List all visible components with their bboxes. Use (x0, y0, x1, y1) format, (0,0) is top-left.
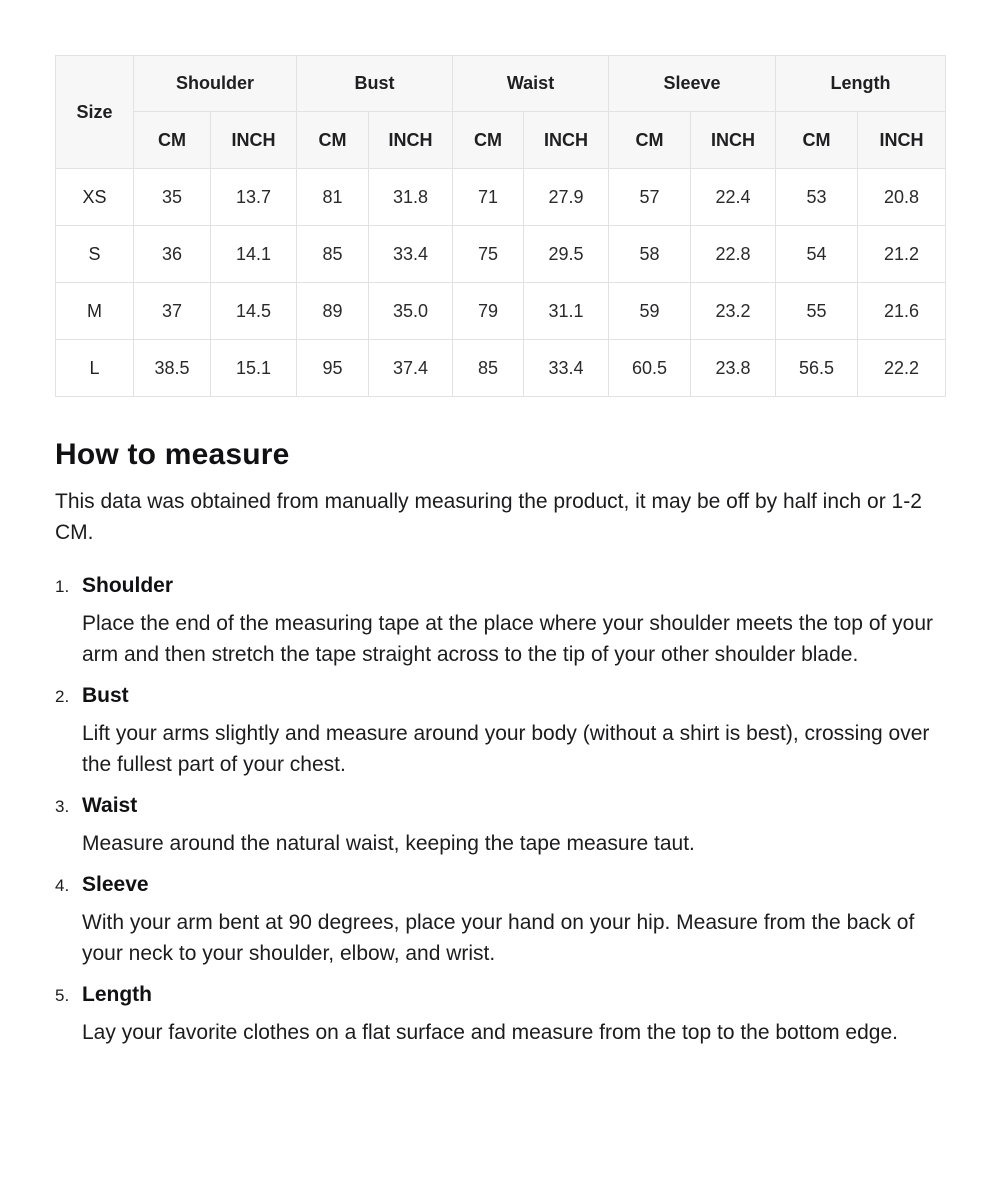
unit-header-cm: CM (134, 112, 211, 169)
value-cell: 56.5 (776, 340, 858, 397)
value-cell: 37 (134, 283, 211, 340)
value-cell: 31.8 (369, 169, 453, 226)
table-row-m (56, 283, 946, 340)
value-cell: 71 (453, 169, 524, 226)
bust-group-header: Bust (297, 56, 453, 112)
value-cell: 21.2 (858, 226, 946, 283)
unit-header-cm: CM (297, 112, 369, 169)
unit-header-inch: INCH (369, 112, 453, 169)
value-cell: 36 (134, 226, 211, 283)
list-item-number: 2. (55, 687, 70, 706)
value-cell: 23.8 (691, 340, 776, 397)
value-cell: 27.9 (524, 169, 609, 226)
unit-header-cm: CM (453, 112, 524, 169)
list-item-number: 4. (55, 876, 70, 895)
list-item-term: Sleeve (82, 873, 149, 896)
how-to-measure-intro: This data was obtained from manually measuring the product, it may be off by half inch or 1-2 CM. (55, 490, 922, 544)
value-cell: 35.0 (369, 283, 453, 340)
value-cell: 58 (609, 226, 691, 283)
value-cell: 38.5 (134, 340, 211, 397)
value-cell: 20.8 (858, 169, 946, 226)
value-cell: 95 (297, 340, 369, 397)
list-item-term: Length (82, 983, 152, 1006)
value-cell: 85 (297, 226, 369, 283)
table-row-l (56, 340, 946, 397)
list-item-term: Shoulder (82, 574, 174, 597)
unit-header-inch: INCH (211, 112, 297, 169)
unit-header-inch: INCH (858, 112, 946, 169)
value-cell: 15.1 (211, 340, 297, 397)
size-chart-table (55, 55, 946, 397)
list-item-shoulder (55, 574, 945, 670)
value-cell: 14.1 (211, 226, 297, 283)
value-cell: 33.4 (524, 340, 609, 397)
value-cell: 79 (453, 283, 524, 340)
list-item-term: Waist (82, 794, 138, 817)
value-cell: 31.1 (524, 283, 609, 340)
value-cell: 13.7 (211, 169, 297, 226)
waist-group-header: Waist (453, 56, 609, 112)
value-cell: 33.4 (369, 226, 453, 283)
value-cell: 35 (134, 169, 211, 226)
unit-header-inch: INCH (524, 112, 609, 169)
size-cell: L (56, 340, 134, 397)
value-cell: 60.5 (609, 340, 691, 397)
value-cell: 81 (297, 169, 369, 226)
list-item-waist (55, 794, 945, 859)
list-item-length (55, 983, 945, 1048)
size-column-header: Size (56, 56, 134, 169)
list-item-number: 3. (55, 797, 70, 816)
value-cell: 23.2 (691, 283, 776, 340)
list-item-description: Place the end of the measuring tape at the place where your shoulder meets the top of your arm and then stretch the tape straight across to the tip of your other shoulder blade. (82, 612, 934, 666)
sleeve-group-header: Sleeve (609, 56, 776, 112)
size-cell: S (56, 226, 134, 283)
value-cell: 21.6 (858, 283, 946, 340)
size-cell: M (56, 283, 134, 340)
how-to-measure-section (55, 438, 945, 1048)
list-item-term: Bust (82, 684, 129, 707)
value-cell: 85 (453, 340, 524, 397)
list-item-description: Lay your favorite clothes on a flat surface and measure from the top to the bottom edge. (82, 1021, 898, 1044)
table-row-xs (56, 169, 946, 226)
value-cell: 37.4 (369, 340, 453, 397)
table-row-s (56, 226, 946, 283)
list-item-bust (55, 684, 945, 780)
table-header-unit-row (56, 112, 946, 169)
value-cell: 57 (609, 169, 691, 226)
length-group-header: Length (776, 56, 946, 112)
value-cell: 53 (776, 169, 858, 226)
measure-instructions-list (55, 574, 945, 1048)
list-item-description: Lift your arms slightly and measure around your body (without a shirt is best), crossing over the fullest part of your chest. (82, 722, 930, 776)
value-cell: 29.5 (524, 226, 609, 283)
how-to-measure-heading: How to measure (55, 438, 290, 471)
value-cell: 14.5 (211, 283, 297, 340)
value-cell: 59 (609, 283, 691, 340)
table-header-group-row (56, 56, 946, 112)
list-item-number: 1. (55, 577, 70, 596)
value-cell: 22.8 (691, 226, 776, 283)
value-cell: 75 (453, 226, 524, 283)
unit-header-cm: CM (776, 112, 858, 169)
list-item-description: Measure around the natural waist, keeping the tape measure taut. (82, 832, 695, 855)
unit-header-inch: INCH (691, 112, 776, 169)
value-cell: 55 (776, 283, 858, 340)
list-item-sleeve (55, 873, 945, 969)
value-cell: 22.2 (858, 340, 946, 397)
list-item-description: With your arm bent at 90 degrees, place your hand on your hip. Measure from the back of your neck to your shoulder, elbow, and wrist. (82, 911, 915, 965)
size-cell: XS (56, 169, 134, 226)
list-item-number: 5. (55, 986, 70, 1005)
value-cell: 22.4 (691, 169, 776, 226)
value-cell: 54 (776, 226, 858, 283)
unit-header-cm: CM (609, 112, 691, 169)
value-cell: 89 (297, 283, 369, 340)
shoulder-group-header: Shoulder (134, 56, 297, 112)
